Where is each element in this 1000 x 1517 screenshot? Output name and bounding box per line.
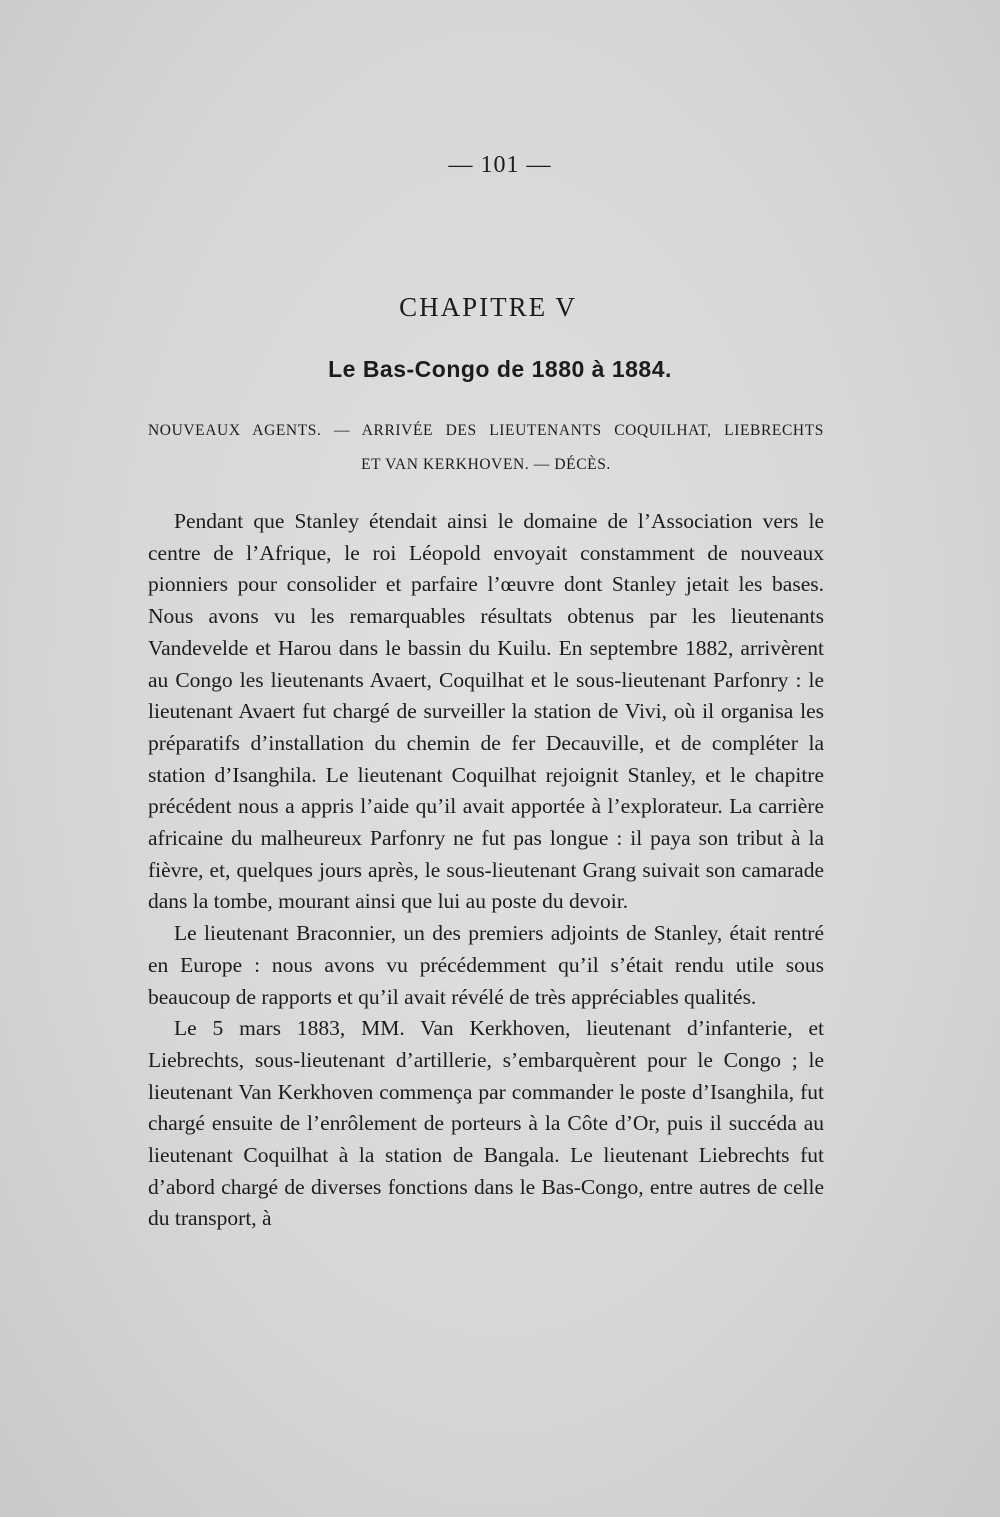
body-text — [148, 506, 824, 1235]
chapter-title: CHAPITRE V — [399, 292, 577, 322]
page-number: — 101 — — [448, 152, 552, 178]
paragraph-3: Le 5 mars 1883, MM. Van Kerkhoven, lieutenant d’infanterie, et Liebrechts, sous-lieutenant d’artillerie, s’embarquèrent pour le Congo ; le lieutenant Van Kerkhoven commença par commander le poste d’Isanghila, fut chargé ensuite de l’enrôlement de porteurs à la Côte d’Or, puis il succéda au lieutenant Coquilhat à la station de Bangala. Le lieutenant Liebrechts fut d’abord chargé de diverses fonctions dans le Bas-Congo, entre autres de celle du transport, à — [148, 1016, 824, 1231]
chapter-summary-line-1: NOUVEAUX AGENTS. — ARRIVÉE DES LIEUTENANTS COQUILHAT, LIEBRECHTS — [148, 422, 824, 439]
paragraph-2: Le lieutenant Braconnier, un des premiers adjoints de Stanley, était rentré en Europe : nous avons vu précédemment qu’il s’était rendu utile sous beaucoup de rapports et qu’il avait révélé de très appréciables qualités. — [148, 921, 824, 1009]
paragraph-1: Pendant que Stanley étendait ainsi le domaine de l’Association vers le centre de l’Afrique, le roi Léopold envoyait constamment de nouveaux pionniers pour consolider et parfaire l’œuvre dont Stanley jetait les bases. Nous avons vu les remarquables résultats obtenus par les lieutenants Vandevelde et Harou dans le bassin du Kuilu. En septembre 1882, arrivèrent au Congo les lieutenants Avaert, Coquilhat et le sous-lieutenant Parfonry : le lieutenant Avaert fut chargé de surveiller la station de Vivi, où il organisa les préparatifs d’installation du chemin de fer Decauville, et de compléter la station d’Isanghila. Le lieutenant Coquilhat rejoignit Stanley, et le chapitre précédent nous a appris l’aide qu’il avait apportée à l’explorateur. La carrière africaine du malheureux Parfonry ne fut pas longue : il paya son tribut à la fièvre, et, quelques jours après, le sous-lieutenant Grang suivait son camarade dans la tombe, mourant ainsi que lui au poste du devoir. — [148, 509, 824, 914]
chapter-subtitle: Le Bas-Congo de 1880 à 1884. — [328, 356, 672, 382]
chapter-summary-line-2: ET VAN KERKHOVEN. — DÉCÈS. — [361, 456, 611, 473]
